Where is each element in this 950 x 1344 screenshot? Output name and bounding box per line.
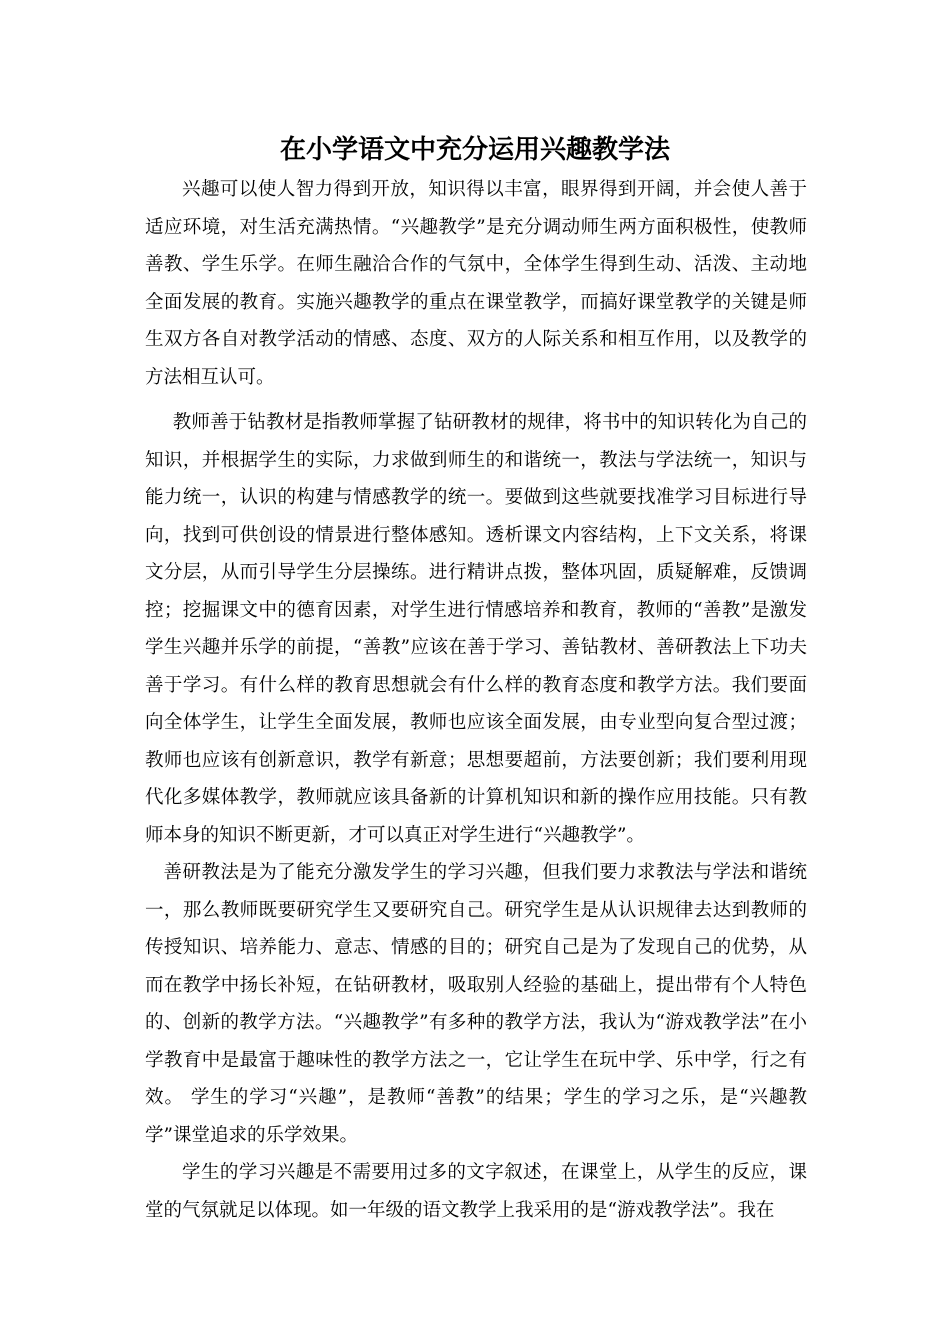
paragraph-4: 学生的学习兴趣是不需要用过多的文字叙述，在课堂上，从学生的反应，课堂的气氛就足以体现。如一年级的语文教学上我采用的是“游戏教学法”。我在 bbox=[145, 1162, 807, 1221]
paragraph-1: 兴趣可以使人智力得到开放，知识得以丰富，眼界得到开阔，并会使人善于适应环境，对生活充满热情。“兴趣教学”是充分调动师生两方面积极性，使教师善教、学生乐学。在师生融洽合作的气氛中，全体学生得到生动、活泼、主动地全面发展的教育。实施兴趣教学的重点在课堂教学，而搞好课堂教学的关键是师生双方各自对教学活动的情感、态度、双方的人际关系和相互作用，以及教学的方法相互认可。 bbox=[145, 179, 807, 388]
paragraph-2: 教师善于钻教材是指教师掌握了钻研教材的规律，将书中的知识转化为自己的知识，并根据学生的实际，力求做到师生的和谐统一，教法与学法统一，知识与能力统一，认识的构建与情感教学的统一。要做到这些就要找准学习目标进行导向，找到可供创设的情景进行整体感知。透析课文内容结构，上下文关系，将课文分层，从而引导学生分层操练。进行精讲点拨，整体巩固，质疑解难，反馈调控；挖掘课文中的德育因素，对学生进行情感培养和教育，教师的“善教”是激发学生兴趣并乐学的前提，“善教”应该在善于学习、善钻教材、善研教法上下功夫善于学习。有什么样的教育思想就会有什么样的教育态度和教学方法。我们要面向全体学生，让学生全面发展，教师也应该全面发展，由专业型向复合型过渡；教师也应该有创新意识，教学有新意；思想要超前，方法要创新；我们要利用现代化多媒体教学，教师就应该具备新的计算机知识和新的操作应用技能。只有教师本身的知识不断更新，才可以真正对学生进行“兴趣教学”。 bbox=[145, 412, 807, 846]
paragraph-3: 善研教法是为了能充分激发学生的学习兴趣，但我们要力求教法与学法和谐统一，那么教师既要研究学生又要研究自己。研究学生是从认识规律去达到教师的传授知识、培养能力、意志、情感的目的；研究自己是为了发现自己的优势，从而在教学中扬长补短，在钻研教材，吸取别人经验的基础上，提出带有个人特色的、创新的教学方法。“兴趣教学”有多种的教学方法，我认为“游戏教学法”在小学教育中是最富于趣味性的教学方法之一，它让学生在玩中学、乐中学，行之有效。 学生的学习“兴趣”，是教师“善教”的结果；学生的学习之乐，是“兴趣教学”课堂追求的乐学效果。 bbox=[145, 862, 807, 1146]
document-title: 在小学语文中充分运用兴趣教学法 bbox=[279, 135, 670, 165]
document-body bbox=[145, 171, 807, 1229]
